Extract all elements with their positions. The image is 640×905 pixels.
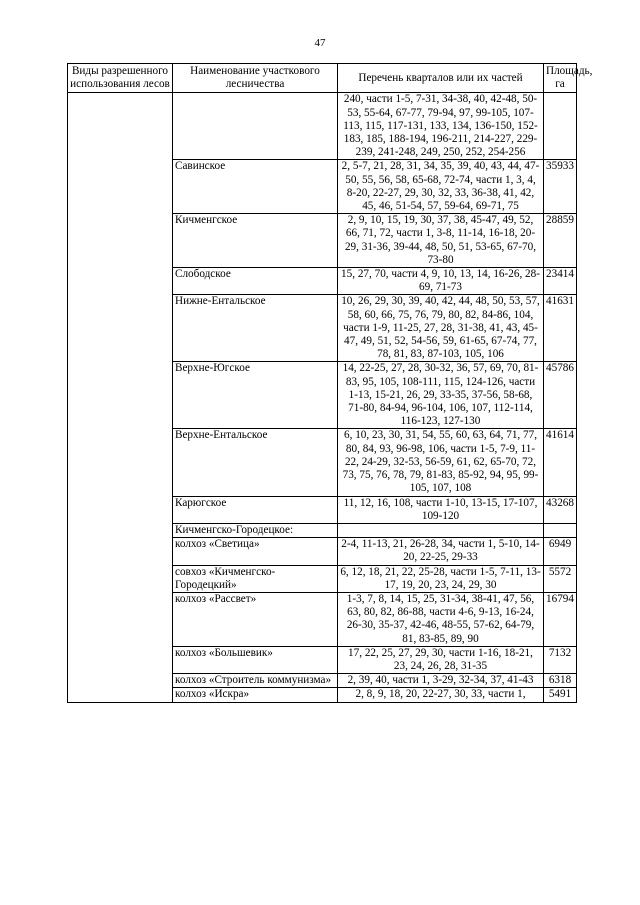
quarters-cell: 11, 12, 16, 108, части 1-10, 13-15, 17-107, 109-120: [338, 496, 544, 523]
quarters-cell: 2-4, 11-13, 21, 26-28, 34, части 1, 5-10, 14-20, 22-25, 29-33: [338, 538, 544, 565]
area-cell: [544, 523, 577, 537]
quarters-cell: 6, 10, 23, 30, 31, 54, 55, 60, 63, 64, 71, 77, 80, 84, 93, 96-98, 106, части 1-5, 7-9, 11-22, 24-29, 32-53, 56-59, 61, 62, 65-70, 72, 73, 75, 76, 78, 79, 81-83, 85-92, 94, 95, 99-105, 107, 108: [338, 429, 544, 496]
forestry-name-cell: Слободское: [173, 268, 338, 295]
area-cell: 16794: [544, 592, 577, 646]
area-cell: 41631: [544, 295, 577, 362]
forestry-name-cell: Нижне-Ентальское: [173, 295, 338, 362]
area-cell: 41614: [544, 429, 577, 496]
header-area: Площадь, га: [544, 64, 577, 93]
quarters-cell: 2, 5-7, 21, 28, 31, 34, 35, 39, 40, 43, 44, 47-50, 55, 56, 58, 65-68, 72-74, части 1, 3, 4, 8-20, 22-27, 29, 30, 32, 33, 36-38, 41, 42, 45, 46, 51-54, 57, 59-64, 69-71, 75: [338, 160, 544, 214]
quarters-cell: 15, 27, 70, части 4, 9, 10, 13, 14, 16-26, 28-69, 71-73: [338, 268, 544, 295]
quarters-cell: 1-3, 7, 8, 14, 15, 25, 31-34, 38-41, 47, 56, 63, 80, 82, 86-88, части 4-6, 9-13, 16-24, 26-30, 35-37, 42-46, 48-55, 57-62, 64-79, 81, 83-85, 89, 90: [338, 592, 544, 646]
area-cell: 43268: [544, 496, 577, 523]
area-cell: 28859: [544, 214, 577, 268]
area-cell: 45786: [544, 362, 577, 429]
area-cell: 23414: [544, 268, 577, 295]
forestry-name-cell: Верхне-Ентальское: [173, 429, 338, 496]
forestry-name-cell: совхоз «Кичменгско-Городецкий»: [173, 565, 338, 592]
forestry-name-cell: Карюгское: [173, 496, 338, 523]
area-cell: 35933: [544, 160, 577, 214]
header-quarters: Перечень кварталов или их частей: [338, 64, 544, 93]
quarters-cell: 240, части 1-5, 7-31, 34-38, 40, 42-48, 50-53, 55-64, 67-77, 79-94, 97, 99-105, 107-113, 115, 117-131, 133, 134, 136-150, 152-183, 185, 188-194, 196-211, 214-227, 229-239, 241-248, 249, 250, 252, 254-256: [338, 93, 544, 160]
quarters-cell: 2, 9, 10, 15, 19, 30, 37, 38, 45-47, 49, 52, 66, 71, 72, части 1, 3-8, 11-14, 16-18, 20-29, 31-36, 39-44, 48, 50, 51, 53-65, 67-70, 73-80: [338, 214, 544, 268]
table-header-row: [68, 64, 577, 93]
area-cell: 5491: [544, 688, 577, 702]
area-cell: 5572: [544, 565, 577, 592]
forest-quarters-table: [67, 63, 593, 703]
quarters-cell: 6, 12, 18, 21, 22, 25-28, части 1-5, 7-11, 13-17, 19, 20, 23, 24, 29, 30: [338, 565, 544, 592]
forestry-name-cell: колхоз «Искра»: [173, 688, 338, 702]
area-cell: 7132: [544, 646, 577, 673]
quarters-cell: [338, 523, 544, 537]
forestry-name-cell: колхоз «Большевик»: [173, 646, 338, 673]
quarters-cell: 14, 22-25, 27, 28, 30-32, 36, 57, 69, 70, 81-83, 95, 105, 108-111, 115, 124-126, части 1-13, 15-21, 26, 29, 33-35, 37-56, 58-68, 71-80, 84-94, 96-104, 106, 107, 112-114, 116-123, 127-130: [338, 362, 544, 429]
forestry-name-cell: колхоз «Строитель коммунизма»: [173, 674, 338, 688]
quarters-cell: 10, 26, 29, 30, 39, 40, 42, 44, 48, 50, 53, 57, 58, 60, 66, 75, 76, 79, 80, 82, 84-86, 104, части 1-9, 11-25, 27, 28, 31-38, 41, 43, 45-47, 49, 51, 52, 54-56, 59, 61-65, 67-74, 77, 78, 81, 83, 87-103, 105, 106: [338, 295, 544, 362]
header-forestry-name: Наименование участкового лесничества: [173, 64, 338, 93]
forestry-name-cell: колхоз «Светица»: [173, 538, 338, 565]
area-cell: 6318: [544, 674, 577, 688]
quarters-cell: 2, 39, 40, части 1, 3-29, 32-34, 37, 41-43: [338, 674, 544, 688]
forestry-name-cell: Верхне-Югское: [173, 362, 338, 429]
area-cell: 6949: [544, 538, 577, 565]
table-row: [68, 93, 577, 160]
forestry-name-cell: Кичменгско-Городецкое:: [173, 523, 338, 537]
quarters-cell: 17, 22, 25, 27, 29, 30, части 1-16, 18-21, 23, 24, 26, 28, 31-35: [338, 646, 544, 673]
forestry-name-cell: колхоз «Рассвет»: [173, 592, 338, 646]
quarters-cell: 2, 8, 9, 18, 20, 22-27, 30, 33, части 1,: [338, 688, 544, 702]
area-cell: [544, 93, 577, 160]
forestry-name-cell: [173, 93, 338, 160]
forestry-name-cell: Кичменгское: [173, 214, 338, 268]
use-type-cell: [68, 93, 173, 702]
table-body: [68, 93, 577, 702]
header-use-type: Виды разрешенного использования лесов: [68, 64, 173, 93]
page-number: 47: [314, 37, 326, 49]
forestry-name-cell: Савинское: [173, 160, 338, 214]
